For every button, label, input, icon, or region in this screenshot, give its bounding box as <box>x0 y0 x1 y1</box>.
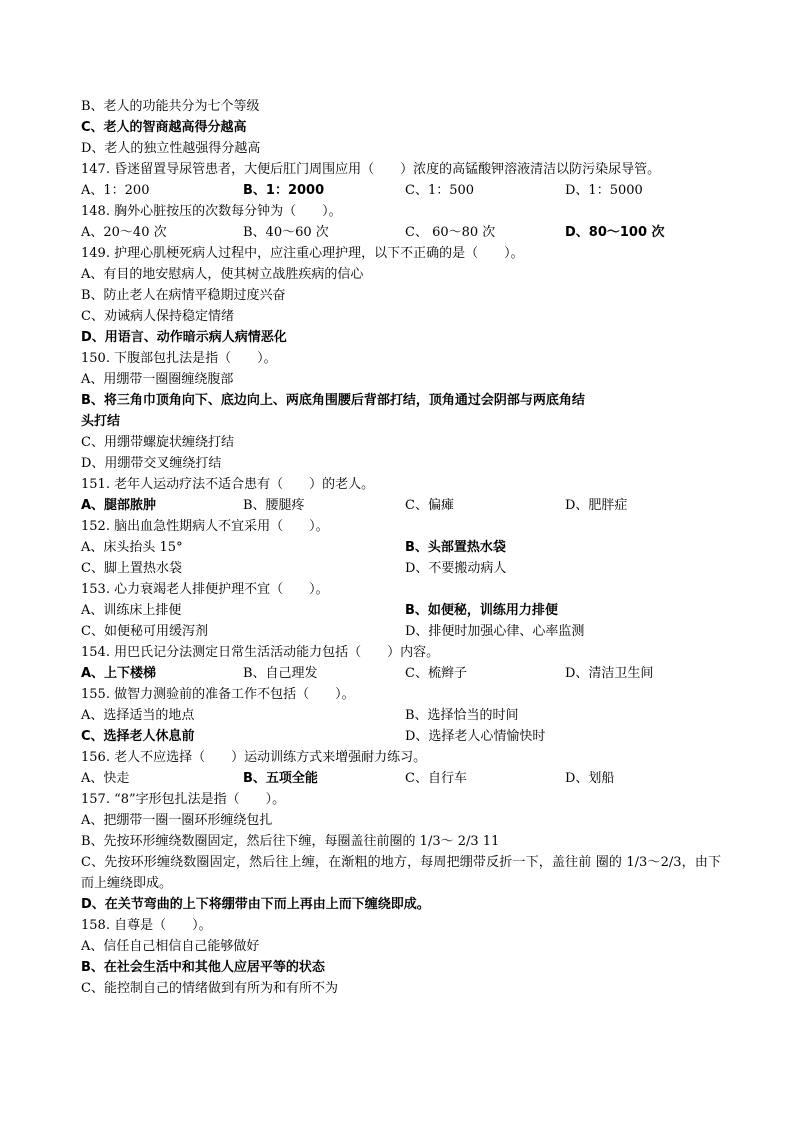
answer-option: D、选择老人心情愉快时 <box>405 729 546 744</box>
answer-line: B、防止老人在病情平稳期过度兴奋 <box>81 288 286 303</box>
question-stem: 155. 做智力测验前的准备工作不包括（ ）。 <box>81 687 355 702</box>
question-stem: 152. 脑出血急性期病人不宜采用（ ）。 <box>81 519 329 534</box>
correct-answer-option: A、腿部脓肿 <box>81 498 157 513</box>
correct-answer-line: C、老人的智商越高得分越高 <box>81 120 247 135</box>
answer-options-row <box>81 558 721 579</box>
answer-line: A、信任自己相信自己能够做好 <box>81 939 260 954</box>
answer-option: C、1：500 <box>405 183 475 198</box>
correct-answer-line: 头打结 <box>81 414 121 429</box>
answer-option: D、划船 <box>565 771 615 786</box>
answer-option: C、自行车 <box>405 771 467 786</box>
answer-option: C、 60～80 次 <box>405 225 496 240</box>
answer-line: A、有目的地安慰病人，使其树立战胜疾病的信心 <box>81 267 364 282</box>
answer-options-row <box>81 768 721 789</box>
answer-option: B、自己理发 <box>243 666 318 681</box>
answer-option: D、1：5000 <box>565 183 643 198</box>
answer-option: C、梳辫子 <box>405 666 467 681</box>
answer-option: D、不要搬动病人 <box>405 561 507 576</box>
answer-option: A、1：200 <box>81 183 150 198</box>
answer-option: D、清洁卫生间 <box>565 666 654 681</box>
correct-answer-line: B、将三角巾顶角向下、底边向上、两底角围腰后背部打结，顶角通过会阴部与两底角结 <box>81 393 585 408</box>
correct-answer-option: A、上下楼梯 <box>81 666 157 681</box>
answer-line: D、用绷带交叉缠绕打结 <box>81 456 222 471</box>
answer-option: B、选择恰当的时间 <box>405 708 519 723</box>
question-stem: 148. 胸外心脏按压的次数每分钟为（ ）。 <box>81 204 342 219</box>
answer-options-row <box>81 537 721 558</box>
answer-options-row <box>81 180 721 201</box>
correct-answer-line: D、用语言、动作暗示病人病情恶化 <box>81 330 287 345</box>
answer-option: C、偏瘫 <box>405 498 454 513</box>
answer-option: C、脚上置热水袋 <box>81 561 182 576</box>
answer-options-row <box>81 495 721 516</box>
question-stem: 149. 护理心肌梗死病人过程中，应注重心理护理，以下不正确的是（ ）。 <box>81 246 524 261</box>
answer-option: C、如便秘可用缓泻剂 <box>81 624 208 639</box>
question-stem: 151. 老年人运动疗法不适合患有（ ）的老人。 <box>81 477 375 492</box>
answer-options-row <box>81 222 721 243</box>
question-stem: 150. 下腹部包扎法是指（ ）。 <box>81 351 277 366</box>
answer-line: C、先按环形缠绕数圈固定，然后往上缠，在渐粗的地方，每周把绷带反折一下，盖往前 圈的 1/3～2/3，由下而上缠绕即成。 <box>81 855 721 891</box>
correct-answer-option: C、选择老人休息前 <box>81 729 195 744</box>
answer-line: B、老人的功能共分为七个等级 <box>81 99 260 114</box>
question-stem: 156. 老人不应选择（ ）运动训练方式来增强耐力练习。 <box>81 750 427 765</box>
question-stem: 154. 用巴氏记分法测定日常生活活动能力包括（ ）内容。 <box>81 645 440 660</box>
answer-options-row <box>81 600 721 621</box>
answer-line: C、能控制自己的情绪做到有所为和有所不为 <box>81 981 338 996</box>
answer-line: C、劝诫病人保持稳定情绪 <box>81 309 234 324</box>
answer-options-row <box>81 621 721 642</box>
answer-line: A、用绷带一圈圈缠绕腹部 <box>81 372 234 387</box>
answer-line: D、老人的独立性越强得分越高 <box>81 141 261 156</box>
answer-option: A、选择适当的地点 <box>81 708 195 723</box>
exam-document <box>81 96 721 999</box>
question-stem: 158. 自尊是（ ）。 <box>81 918 212 933</box>
correct-answer-option: B、如便秘，训练用力排便 <box>405 603 558 618</box>
question-stem: 153. 心力衰竭老人排便护理不宜（ ）。 <box>81 582 329 597</box>
answer-option: D、排便时加强心律、心率监测 <box>405 624 585 639</box>
answer-option: A、训练床上排便 <box>81 603 182 618</box>
answer-option: A、20～40 次 <box>81 225 167 240</box>
question-stem: 147. 昏迷留置导尿管患者，大便后肛门周围应用（ ）浓度的高锰酸钾溶液清洁以防污染尿导管。 <box>81 162 661 177</box>
correct-answer-option: B、五项全能 <box>243 771 318 786</box>
answer-option: D、肥胖症 <box>565 498 628 513</box>
correct-answer-option: D、80～100 次 <box>565 225 665 240</box>
correct-answer-option: B、头部置热水袋 <box>405 540 506 555</box>
answer-line: A、把绷带一圈一圈环形缠绕包扎 <box>81 813 273 828</box>
answer-line: B、先按环形缠绕数圈固定，然后往下缠，每圈盖往前圈的 1/3～ 2/3 11 <box>81 834 500 849</box>
answer-option: A、床头抬头 15° <box>81 540 183 555</box>
answer-options-row <box>81 705 721 726</box>
answer-option: A、快走 <box>81 771 130 786</box>
answer-options-row <box>81 726 721 747</box>
answer-line: C、用绷带螺旋状缠绕打结 <box>81 435 234 450</box>
correct-answer-line: D、在关节弯曲的上下将绷带由下而上再由上而下缠绕即成。 <box>81 897 430 912</box>
answer-option: B、腰腿疼 <box>243 498 305 513</box>
answer-option: B、40～60 次 <box>243 225 329 240</box>
answer-options-row <box>81 663 721 684</box>
question-stem: 157. “8”字形包扎法是指（ ）。 <box>81 792 286 807</box>
correct-answer-line: B、在社会生活中和其他人应居平等的状态 <box>81 960 325 975</box>
correct-answer-option: B、1：2000 <box>243 183 325 198</box>
